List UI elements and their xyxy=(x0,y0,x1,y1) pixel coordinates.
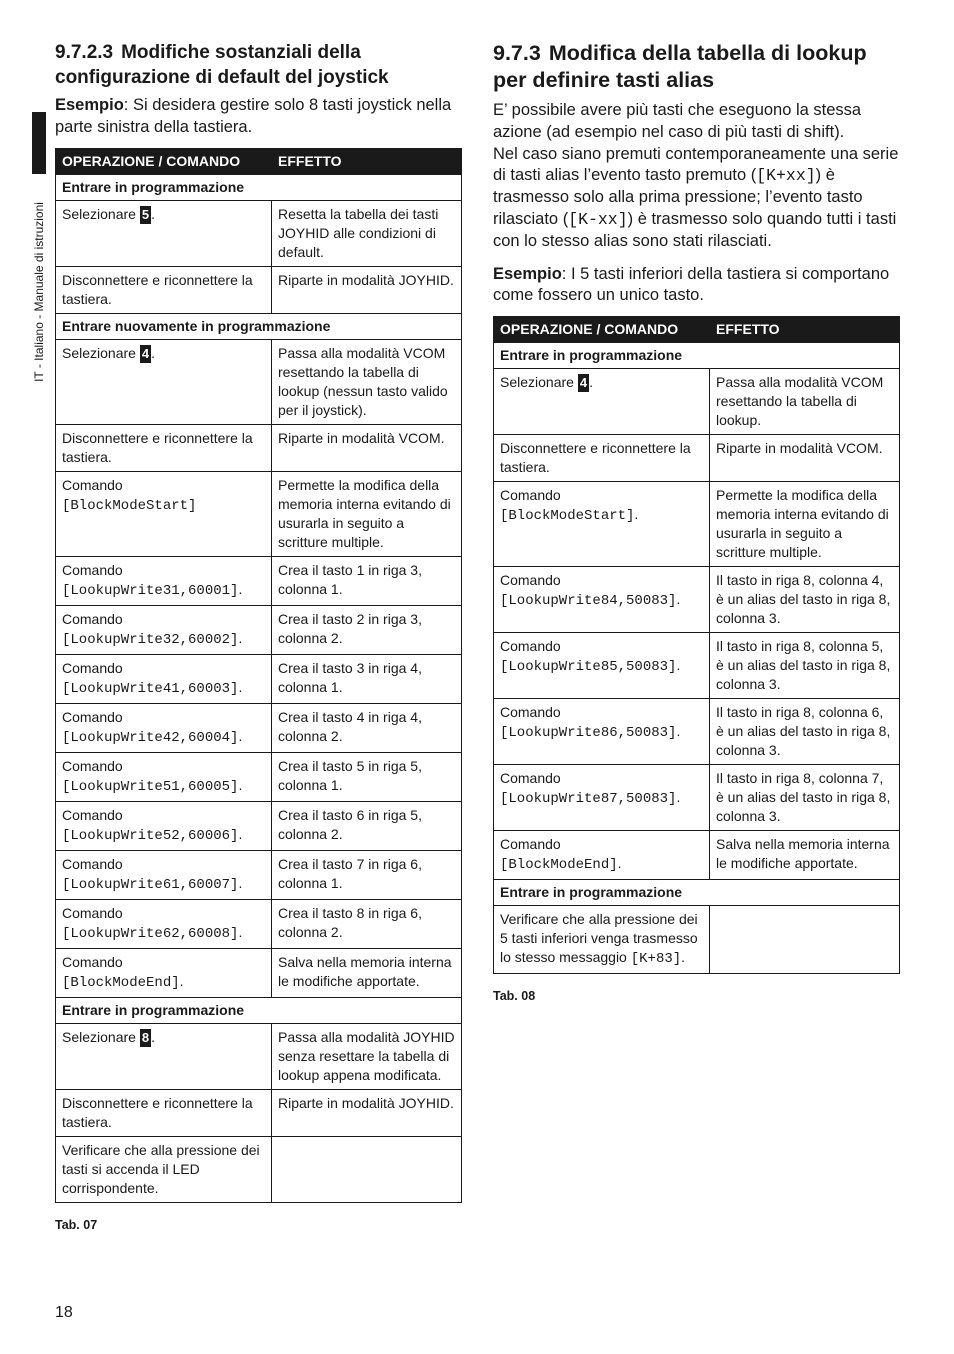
operation-cell xyxy=(56,1023,272,1089)
command-label: Comando xyxy=(500,704,561,721)
operation-text: Disconnettere e riconnettere la tastiera. xyxy=(500,440,691,476)
operation-cell xyxy=(494,765,710,831)
section-row xyxy=(494,880,900,906)
command-label: Comando xyxy=(62,904,123,921)
section-title: Entrare in programmazione xyxy=(494,343,900,369)
right-intro-code-2: [K-xx] xyxy=(568,209,628,229)
left-heading xyxy=(55,40,462,90)
operation-text: Verificare che alla pressione dei 5 tasti inferiori venga trasmesso lo stesso messaggio xyxy=(500,911,698,966)
command-tail: . xyxy=(238,825,243,842)
table-row xyxy=(56,801,462,850)
section-title: Entrare in programmazione xyxy=(56,997,462,1023)
table-row xyxy=(56,266,462,313)
command-code: [BlockModeEnd] xyxy=(62,974,180,991)
left-heading-number: 9.7.2.3 xyxy=(55,42,114,63)
right-example-label: Esempio xyxy=(493,264,562,283)
sidebar-label: IT - Italiano - Manuale di istruzioni xyxy=(32,202,46,382)
command-code: [LookupWrite51,60005] xyxy=(62,778,239,795)
command-label: Comando xyxy=(62,855,123,872)
operation-text: Disconnettere e riconnettere la tastiera. xyxy=(62,1094,253,1130)
operation-suffix: . xyxy=(151,1028,155,1045)
effect-cell: Passa alla modalità JOYHID senza resettare la tabella di lookup appena modificata. xyxy=(272,1023,462,1089)
command-tail: . xyxy=(617,855,622,872)
operation-text: Disconnettere e riconnettere la tastiera. xyxy=(62,429,253,465)
command-tail: . xyxy=(676,723,681,740)
right-heading-number: 9.7.3 xyxy=(493,41,541,65)
operation-cell xyxy=(494,435,710,482)
command-label: Comando xyxy=(62,708,123,725)
right-heading xyxy=(493,40,900,94)
command-tail: . xyxy=(681,949,686,966)
left-heading-text: Modifiche sostanziali della configurazione di default del joystick xyxy=(55,42,389,88)
left-example-text: : Si desidera gestire solo 8 tasti joystick nella parte sinistra della tastiera. xyxy=(55,96,452,136)
effect-cell: Crea il tasto 8 in riga 6, colonna 2. xyxy=(272,899,462,948)
command-code: [LookupWrite61,60007] xyxy=(62,876,239,893)
table-row xyxy=(56,948,462,997)
effect-cell: Il tasto in riga 8, colonna 5, è un alias del tasto in riga 8, colonna 3. xyxy=(710,633,900,699)
command-tail: . xyxy=(238,580,243,597)
left-example xyxy=(55,95,462,139)
command-code: [LookupWrite52,60006] xyxy=(62,827,239,844)
command-code: [LookupWrite85,50083] xyxy=(500,659,677,676)
effect-cell: Riparte in modalità VCOM. xyxy=(272,424,462,471)
header-operation: OPERAZIONE / COMANDO xyxy=(494,317,710,343)
effect-cell: Crea il tasto 4 in riga 4, colonna 2. xyxy=(272,703,462,752)
effect-cell: Resetta la tabella dei tasti JOYHID alle condizioni di default. xyxy=(272,200,462,266)
table-row xyxy=(56,899,462,948)
header-operation: OPERAZIONE / COMANDO xyxy=(56,148,272,174)
operation-text: Disconnettere e riconnettere la tastiera. xyxy=(62,271,253,307)
operation-cell xyxy=(56,1136,272,1202)
effect-cell: Riparte in modalità JOYHID. xyxy=(272,266,462,313)
operation-cell xyxy=(56,471,272,556)
command-label: Comando xyxy=(62,476,123,493)
section-row xyxy=(56,313,462,339)
operation-cell xyxy=(56,424,272,471)
right-intro-2c: ) è trasmesso solo quando tutti i tasti con lo stesso alias sono stati rilasciati. xyxy=(493,209,897,250)
command-label: Comando xyxy=(62,610,123,627)
right-example xyxy=(493,264,900,308)
table-08-body xyxy=(494,343,900,974)
command-label: Comando xyxy=(500,836,561,853)
key-number-badge: 4 xyxy=(579,375,588,391)
right-intro-code-1: [K+xx] xyxy=(756,166,816,186)
command-label: Comando xyxy=(500,487,561,504)
effect-cell: Crea il tasto 2 in riga 3, colonna 2. xyxy=(272,605,462,654)
command-label: Comando xyxy=(500,572,561,589)
table-08 xyxy=(493,316,900,974)
command-code: [BlockModeStart] xyxy=(500,508,635,525)
table-row xyxy=(56,1136,462,1202)
table-row xyxy=(494,633,900,699)
key-number-badge: 8 xyxy=(141,1029,150,1045)
table-row xyxy=(56,471,462,556)
operation-cell xyxy=(494,831,710,880)
table-row xyxy=(494,699,900,765)
right-intro-1: E’ possibile avere più tasti che eseguono la stessa azione (ad esempio nel caso di più tasti di shift). xyxy=(493,101,862,141)
table-07-body xyxy=(56,174,462,1202)
section-row xyxy=(56,997,462,1023)
header-effect: EFFETTO xyxy=(272,148,462,174)
command-label: Comando xyxy=(62,561,123,578)
tab-08-label: Tab. 08 xyxy=(493,989,536,1004)
table-row xyxy=(494,435,900,482)
operation-cell xyxy=(56,556,272,605)
header-effect: EFFETTO xyxy=(710,317,900,343)
command-code: [LookupWrite62,60008] xyxy=(62,925,239,942)
operation-cell xyxy=(56,703,272,752)
left-example-label: Esempio xyxy=(55,96,124,114)
operation-cell xyxy=(56,801,272,850)
section-row xyxy=(56,174,462,200)
command-code: [LookupWrite41,60003] xyxy=(62,680,239,697)
effect-cell: Salva nella memoria interna le modifiche apportate. xyxy=(710,831,900,880)
command-label: Comando xyxy=(500,638,561,655)
effect-cell: Permette la modifica della memoria interna evitando di usurarla in seguito a scritture multiple. xyxy=(710,482,900,567)
table-row xyxy=(494,567,900,633)
right-intro-2b: ) è trasmesso solo alla prima pressione; l’evento tasto rilasciato ( xyxy=(493,166,863,228)
command-code: [LookupWrite31,60001] xyxy=(62,582,239,599)
operation-cell xyxy=(494,633,710,699)
table-07 xyxy=(55,148,462,1203)
operation-cell xyxy=(56,1089,272,1136)
operation-cell xyxy=(56,948,272,997)
operation-cell xyxy=(56,339,272,424)
table-row xyxy=(56,424,462,471)
command-tail: . xyxy=(179,972,184,989)
effect-cell: Passa alla modalità VCOM resettando la tabella di lookup. xyxy=(710,369,900,435)
sidebar-marker xyxy=(32,112,46,174)
command-code: [LookupWrite86,50083] xyxy=(500,725,677,742)
right-heading-text: Modifica della tabella di lookup per definire tasti alias xyxy=(493,41,867,92)
operation-cell xyxy=(56,654,272,703)
command-tail: . xyxy=(676,789,681,806)
operation-cell xyxy=(494,906,710,974)
command-code: [LookupWrite42,60004] xyxy=(62,729,239,746)
section-title: Entrare nuovamente in programmazione xyxy=(56,313,462,339)
table-07-header xyxy=(56,148,462,174)
operation-suffix: . xyxy=(151,205,155,222)
right-column xyxy=(493,40,900,1003)
effect-cell: Riparte in modalità VCOM. xyxy=(710,435,900,482)
command-code: [BlockModeEnd] xyxy=(500,857,618,874)
command-tail: . xyxy=(238,923,243,940)
table-row xyxy=(494,369,900,435)
table-row xyxy=(56,605,462,654)
effect-cell: Permette la modifica della memoria interna evitando di usurarla in seguito a scritture multiple. xyxy=(272,471,462,556)
operation-cell xyxy=(56,266,272,313)
operation-text: Selezionare xyxy=(62,205,140,222)
table-row xyxy=(494,482,900,567)
command-tail: . xyxy=(676,657,681,674)
effect-cell: Il tasto in riga 8, colonna 7, è un alias del tasto in riga 8, colonna 3. xyxy=(710,765,900,831)
operation-cell xyxy=(56,752,272,801)
command-label: Comando xyxy=(62,659,123,676)
operation-cell xyxy=(56,605,272,654)
command-code: [K+83] xyxy=(630,951,682,968)
right-intro-2 xyxy=(493,144,900,253)
command-code: [BlockModeStart] xyxy=(62,497,197,514)
effect-cell: Riparte in modalità JOYHID. xyxy=(272,1089,462,1136)
effect-cell: Crea il tasto 3 in riga 4, colonna 1. xyxy=(272,654,462,703)
command-tail: . xyxy=(238,678,243,695)
operation-text: Verificare che alla pressione dei tasti si accenda il LED corrispondente. xyxy=(62,1141,260,1196)
command-tail: . xyxy=(238,727,243,744)
effect-cell: Crea il tasto 5 in riga 5, colonna 1. xyxy=(272,752,462,801)
effect-cell: Salva nella memoria interna le modifiche apportate. xyxy=(272,948,462,997)
table-row xyxy=(56,703,462,752)
table-row xyxy=(494,765,900,831)
left-column xyxy=(55,40,462,1232)
table-row xyxy=(56,339,462,424)
right-example-text: : I 5 tasti inferiori della tastiera si comportano come fossero un unico tasto. xyxy=(493,264,890,305)
effect-cell: Crea il tasto 7 in riga 6, colonna 1. xyxy=(272,850,462,899)
table-08-header xyxy=(494,317,900,343)
tab-07-label: Tab. 07 xyxy=(55,1217,98,1232)
operation-cell xyxy=(56,899,272,948)
effect-cell: Passa alla modalità VCOM resettando la tabella di lookup (nessun tasto valido per il joystick). xyxy=(272,339,462,424)
operation-cell xyxy=(494,699,710,765)
command-label: Comando xyxy=(62,757,123,774)
command-code: [LookupWrite32,60002] xyxy=(62,631,239,648)
table-row xyxy=(56,752,462,801)
section-row xyxy=(494,343,900,369)
table-row xyxy=(56,556,462,605)
command-label: Comando xyxy=(62,806,123,823)
operation-cell xyxy=(494,482,710,567)
command-tail: . xyxy=(634,506,639,523)
command-code: [LookupWrite87,50083] xyxy=(500,791,677,808)
effect-cell: Il tasto in riga 8, colonna 6, è un alias del tasto in riga 8, colonna 3. xyxy=(710,699,900,765)
table-row xyxy=(494,906,900,974)
operation-suffix: . xyxy=(589,374,593,391)
effect-cell: Crea il tasto 1 in riga 3, colonna 1. xyxy=(272,556,462,605)
command-label: Comando xyxy=(500,770,561,787)
table-row xyxy=(56,654,462,703)
operation-cell xyxy=(56,200,272,266)
right-intro-2a: Nel caso siano premuti contemporaneamente una serie di tasti alias l’evento tasto premuto ( xyxy=(493,144,899,185)
operation-cell xyxy=(494,369,710,435)
effect-cell: Crea il tasto 6 in riga 5, colonna 2. xyxy=(272,801,462,850)
effect-cell: Il tasto in riga 8, colonna 4, è un alias del tasto in riga 8, colonna 3. xyxy=(710,567,900,633)
table-row xyxy=(494,831,900,880)
section-title: Entrare in programmazione xyxy=(494,880,900,906)
operation-text: Selezionare xyxy=(62,344,140,361)
section-title: Entrare in programmazione xyxy=(56,174,462,200)
command-tail: . xyxy=(676,591,681,608)
command-tail: . xyxy=(238,874,243,891)
command-code: [LookupWrite84,50083] xyxy=(500,593,677,610)
operation-text: Selezionare xyxy=(500,374,578,391)
table-row xyxy=(56,850,462,899)
operation-cell xyxy=(56,850,272,899)
command-tail: . xyxy=(238,776,243,793)
key-number-badge: 5 xyxy=(141,206,150,222)
table-row xyxy=(56,1089,462,1136)
effect-cell xyxy=(272,1136,462,1202)
operation-cell xyxy=(494,567,710,633)
command-label: Comando xyxy=(62,953,123,970)
page-number: 18 xyxy=(55,1304,73,1321)
effect-cell xyxy=(710,906,900,974)
key-number-badge: 4 xyxy=(141,345,150,361)
operation-suffix: . xyxy=(151,344,155,361)
operation-text: Selezionare xyxy=(62,1028,140,1045)
table-row xyxy=(56,200,462,266)
command-tail: . xyxy=(238,629,243,646)
table-row xyxy=(56,1023,462,1089)
